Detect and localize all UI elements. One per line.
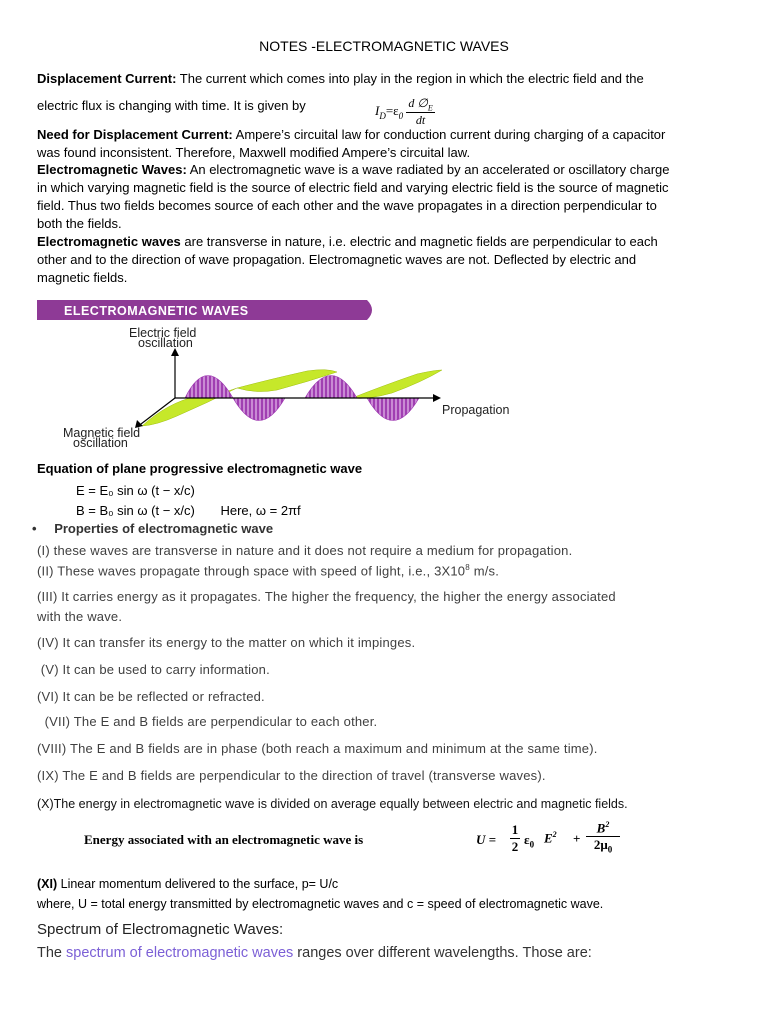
displacement-heading: Displacement Current: bbox=[37, 71, 177, 86]
magnetic-lobe-3 bbox=[352, 370, 442, 398]
property-1: (I) these waves are transverse in nature and it does not require a medium for propagation. bbox=[37, 543, 573, 558]
momentum-text: Linear momentum delivered to the surface, p= U/c bbox=[57, 877, 339, 891]
transverse-text-3: magnetic fields. bbox=[37, 270, 128, 285]
property-8: (VIII) The E and B fields are in phase (both reach a maximum and minimum at the same time). bbox=[37, 741, 598, 756]
equation-heading: Equation of plane progressive electromagnetic wave bbox=[37, 461, 363, 476]
label-magnetic-oscillation: oscillation bbox=[73, 436, 128, 450]
em-waves-text-4: both the fields. bbox=[37, 216, 122, 231]
em-waves-text-1: An electromagnetic wave is a wave radiated by an accelerated or oscillatory charge bbox=[186, 162, 670, 177]
equation-line-2-b: B = B₀ sin ω (t − x/c) bbox=[76, 503, 195, 518]
displacement-current-paragraph bbox=[37, 70, 727, 88]
equation-here: Here, ω = 2πf bbox=[220, 503, 301, 518]
energy-e-squared: $E^2$ bbox=[544, 830, 557, 846]
energy-plus: + bbox=[573, 831, 581, 846]
formula-fraction bbox=[406, 96, 434, 128]
energy-text: Energy associated with an electromagnetic wave is bbox=[84, 832, 364, 847]
em-waves-text-2: in which varying magnetic field is the source of electric field and varying electric field is the source of magnetic bbox=[37, 180, 669, 195]
property-10: (X)The energy in electromagnetic wave is divided on average equally between electric and magnetic fields. bbox=[37, 797, 628, 811]
property-3: (III) It carries energy as it propagates. The higher the frequency, the higher the energy associated with the wave. bbox=[37, 589, 616, 624]
formula-sub-d: D bbox=[379, 110, 386, 121]
energy-formula bbox=[84, 822, 644, 862]
displacement-line-2 bbox=[37, 90, 727, 128]
em-wave-figure bbox=[37, 298, 577, 454]
em-waves-text-3: field. Thus two fields becomes source of each other and the wave propagates in a direction perpendicular to bbox=[37, 198, 657, 213]
page-title: NOTES -ELECTROMAGNETIC WAVES bbox=[259, 38, 509, 54]
fraction-denominator: dt bbox=[415, 113, 426, 128]
formula-eq-eps: =ε bbox=[385, 103, 399, 119]
property-7: (VII) The E and B fields are perpendicular to each other. bbox=[37, 714, 378, 729]
energy-epsilon: $\varepsilon_0$ bbox=[524, 832, 535, 850]
need-text-1: Ampere’s circuital law for conduction current during charging of a capacitor bbox=[232, 127, 666, 142]
transverse-text-2: other and to the direction of wave propagation. Electromagnetic waves are not. Deflected by electric and bbox=[37, 252, 637, 267]
fraction-numerator: d $\emptyset_E$ bbox=[408, 96, 433, 113]
need-heading: Need for Displacement Current: bbox=[37, 127, 233, 142]
transverse-heading: Electromagnetic waves bbox=[37, 234, 181, 249]
displacement-formula bbox=[375, 96, 435, 128]
momentum-line bbox=[37, 877, 338, 891]
em-wave-diagram bbox=[37, 298, 577, 454]
label-electric-oscillation: oscillation bbox=[138, 336, 193, 350]
equation-line-2 bbox=[76, 503, 301, 518]
property-4: (IV) It can transfer its energy to the matter on which it impinges. bbox=[37, 635, 416, 650]
formula-sub-0: 0 bbox=[398, 110, 404, 121]
propagation-axis-arrow bbox=[433, 394, 441, 402]
spectrum-link[interactable]: spectrum of electromagnetic waves bbox=[66, 945, 294, 961]
properties-heading-row bbox=[32, 521, 273, 536]
displacement-text-2: electric flux is changing with time. It is given by bbox=[37, 98, 306, 113]
need-paragraph bbox=[37, 126, 727, 162]
property-6: (VI) It can be be reflected or refracted. bbox=[37, 689, 265, 704]
property-5: (V) It can be used to carry information. bbox=[37, 662, 270, 677]
property-2: (II) These waves propagate through space with speed of light, i.e., $3X10^8$ m/s. bbox=[37, 563, 500, 579]
equation-line-1: E = E₀ sin ω (t − x/c) bbox=[76, 483, 195, 498]
electric-lobe-4 bbox=[367, 398, 419, 421]
spectrum-heading: Spectrum of Electromagnetic Waves: bbox=[37, 921, 284, 938]
momentum-label: (XI) bbox=[37, 877, 58, 891]
properties-heading: Properties of electromagnetic wave bbox=[54, 521, 274, 536]
label-propagation: Propagation bbox=[442, 403, 510, 417]
energy-b-fraction: $B^2$ $2\mu_0$ bbox=[586, 820, 620, 855]
banner-title: ELECTROMAGNETIC WAVES bbox=[64, 304, 249, 318]
label-magnetic-field: Magnetic field bbox=[63, 426, 141, 440]
energy-half: 1 2 bbox=[511, 822, 519, 854]
transverse-text-1: are transverse in nature, i.e. electric and magnetic fields are perpendicular to each bbox=[180, 234, 658, 249]
property-9: (IX) The E and B fields are perpendicular to the direction of travel (transverse waves). bbox=[37, 768, 546, 783]
spectrum-text: The spectrum of electromagnetic waves ranges over different wavelengths. Those are: bbox=[37, 945, 592, 961]
need-text-2: was found inconsistent. Therefore, Maxwell modified Ampere’s circuital law. bbox=[37, 145, 471, 160]
momentum-where: where, U = total energy transmitted by electromagnetic waves and c = speed of electromagnetic wave. bbox=[37, 897, 604, 911]
em-waves-paragraph bbox=[37, 161, 727, 233]
label-electric-field: Electric field bbox=[129, 326, 197, 340]
formula-i: I bbox=[375, 103, 380, 119]
transverse-paragraph bbox=[37, 233, 727, 287]
electric-lobe-1 bbox=[185, 376, 233, 399]
displacement-text-1: The current which comes into play in the region in which the electric field and the bbox=[176, 71, 644, 86]
property-2-superscript: 8 bbox=[465, 563, 470, 572]
em-waves-heading: Electromagnetic Waves: bbox=[37, 162, 187, 177]
bullet: • bbox=[32, 521, 37, 536]
electric-lobe-2 bbox=[233, 398, 285, 421]
energy-u-eq: U = bbox=[476, 832, 497, 847]
